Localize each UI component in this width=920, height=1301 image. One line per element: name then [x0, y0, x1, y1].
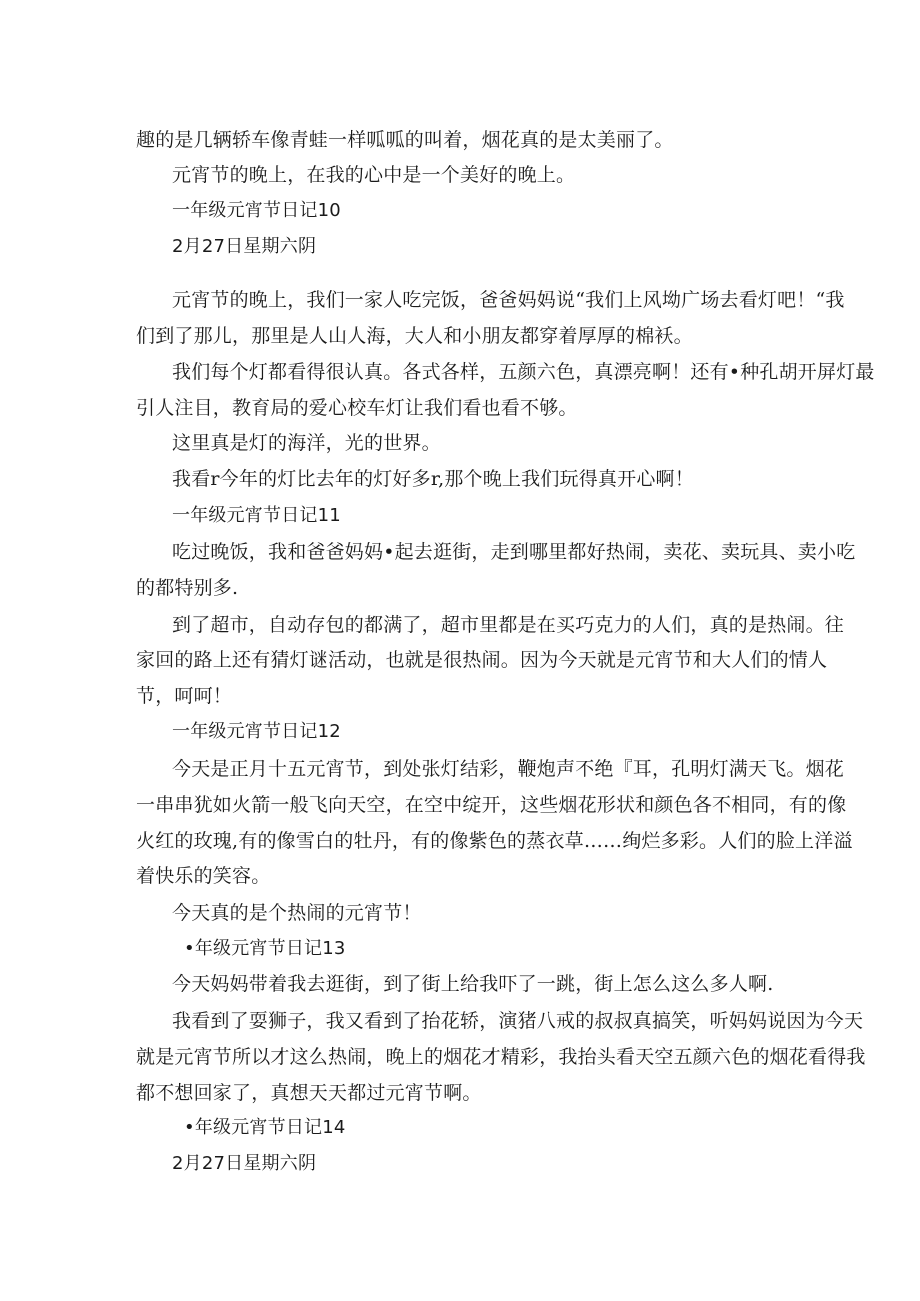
paragraph-line: 们到了那儿，那里是人山人海，大人和小朋友都穿着厚厚的棉袄。	[136, 325, 693, 347]
paragraph-line: 吃过晚饭，我和爸爸妈妈•起去逛街，走到哪里都好热闹，卖花、卖玩具、卖小吃	[172, 541, 856, 563]
paragraph-line: 今天真的是个热闹的元宵节！	[172, 902, 422, 924]
date-line: 2月27日星期六阴	[172, 1153, 317, 1174]
date-line: 2月27日星期六阴	[172, 236, 317, 257]
section-heading: 一年级元宵节日记10	[172, 200, 341, 221]
section-heading: 一年级元宵节日记11	[172, 505, 341, 526]
paragraph-line: 就是元宵节所以才这么热闹，晚上的烟花才精彩，我抬头看天空五颜六色的烟花看得我	[136, 1046, 866, 1068]
section-heading: •年级元宵节日记13	[184, 938, 346, 959]
paragraph-line: 我看到了耍狮子，我又看到了抬花轿，演猪八戒的叔叔真搞笑，听妈妈说因为今天	[172, 1010, 864, 1032]
section-heading: 一年级元宵节日记12	[172, 721, 341, 742]
paragraph-line: 我们每个灯都看得很认真。各式各样，五颜六色，真漂亮啊！还有•种孔胡开屏灯最	[172, 361, 875, 383]
paragraph-line: 的都特别多.	[136, 577, 239, 599]
paragraph-line: 今天是正月十五元宵节，到处张灯结彩，鞭炮声不绝『耳，孔明灯满天飞。烟花	[172, 758, 845, 780]
paragraph-line: 元宵节的晚上，我们一家人吃完饭，爸爸妈妈说“我们上风坳广场去看灯吧！“我	[172, 289, 845, 311]
paragraph-line: 一串串犹如火箭一般飞向天空，在空中绽开，这些烟花形状和颜色各不相同，有的像	[136, 794, 847, 816]
paragraph-line: 引人注目，教育局的爱心校车灯让我们看也看不够。	[136, 397, 578, 419]
paragraph-line: 元宵节的晚上，在我的心中是一个美好的晚上。	[172, 164, 576, 186]
paragraph-line: 火红的玫瑰,有的像雪白的牡丹，有的像紫色的蒸衣草……绚烂多彩。人们的脸上洋溢	[136, 830, 853, 852]
paragraph-line: 趣的是几辆轿车像青蛙一样呱呱的叫着，烟花真的是太美丽了。	[136, 129, 674, 151]
paragraph-line: 着快乐的笑容。	[136, 865, 271, 887]
paragraph-line: 我看r今年的灯比去年的灯好多r,那个晚上我们玩得真开心啊！	[172, 468, 694, 490]
paragraph-line: 到了超市，自动存包的都满了，超市里都是在买巧克力的人们，真的是热闹。往	[172, 614, 845, 636]
paragraph-line: 今天妈妈带着我去逛街，到了街上给我吓了一跳，街上怎么这么多人啊.	[172, 973, 774, 995]
paragraph-line: 节，呵呵！	[136, 685, 233, 707]
paragraph-line: 这里真是灯的海洋，光的世界。	[172, 432, 441, 454]
section-heading: •年级元宵节日记14	[184, 1117, 346, 1138]
paragraph-line: 都不想回家了，真想天天都过元宵节啊。	[136, 1082, 482, 1104]
paragraph-line: 家回的路上还有猜灯谜活动，也就是很热闹。因为今天就是元宵节和大人们的情人	[136, 649, 828, 671]
